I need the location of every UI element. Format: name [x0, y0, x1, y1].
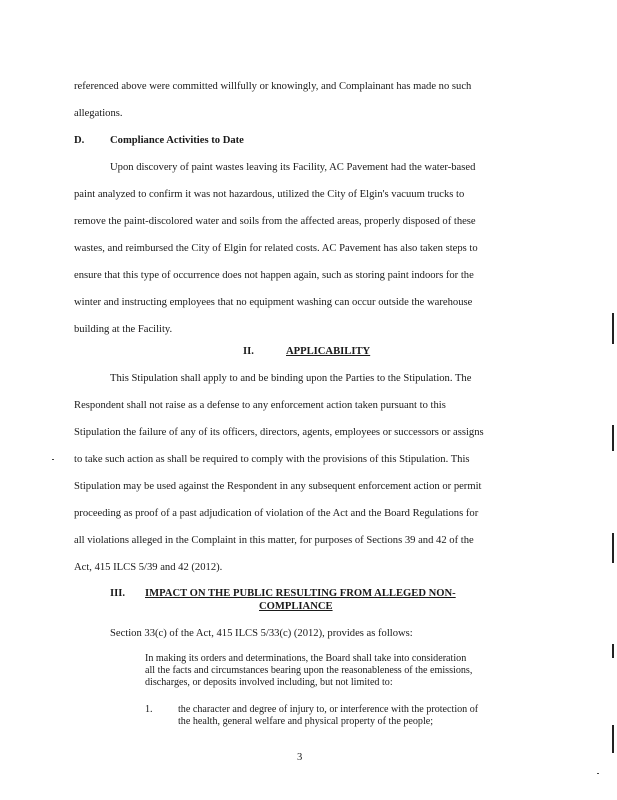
section-d-line-4: wastes, and reimbursed the City of Elgin for related costs. AC Pavement has also taken steps to	[74, 243, 478, 254]
section-ii-line-6: proceeding as proof of a past adjudication of violation of the Act and the Board Regulations for	[74, 508, 479, 519]
section-ii-line-8: Act, 415 ILCS 5/39 and 42 (2012).	[74, 562, 223, 573]
section-iii-title-line-2: COMPLIANCE	[259, 601, 333, 612]
section-ii-title: APPLICABILITY	[286, 346, 371, 357]
scan-artifact-dot	[52, 459, 54, 460]
scan-artifact-dot	[597, 773, 599, 774]
section-d-line-2: paint analyzed to confirm it was not hazardous, utilized the City of Elgin's vacuum trucks to	[74, 189, 465, 200]
section-d-letter: D.	[74, 135, 85, 146]
section-ii-line-7: all violations alleged in the Complaint in this matter, for purposes of Sections 39 and 42 of the	[74, 535, 474, 546]
section-ii-numeral: II.	[243, 346, 254, 357]
item-line-1: the character and degree of injury to, or interference with the protection of	[178, 704, 479, 715]
section-ii-line-4: to take such action as shall be required to comply with the provisions of this Stipulation. This	[74, 454, 470, 465]
section-ii-line-3: Stipulation the failure of any of its officers, directors, agents, employees or successors or assigns	[74, 427, 484, 438]
section-d-title: Compliance Activities to Date	[110, 135, 244, 146]
scan-artifact-mark	[612, 533, 614, 563]
section-ii-line-2: Respondent shall not raise as a defense to any enforcement action taken pursuant to this	[74, 400, 446, 411]
section-d-line-7: building at the Facility.	[74, 324, 173, 335]
scan-artifact-mark	[612, 725, 614, 753]
section-d-line-3: remove the paint-discolored water and soils from the affected areas, properly disposed of these	[74, 216, 476, 227]
section-ii-line-5: Stipulation may be used against the Respondent in any subsequent enforcement action or permit	[74, 481, 482, 492]
scan-artifact-mark	[612, 313, 614, 344]
section-c-tail-line-2: allegations.	[74, 108, 123, 119]
section-iii-numeral: III.	[110, 588, 126, 599]
section-c-tail-line-1: referenced above were committed willfully or knowingly, and Complainant has made no such	[74, 81, 472, 92]
scan-artifact-mark	[612, 425, 614, 451]
item-number: 1.	[145, 704, 153, 715]
section-iii-intro: Section 33(c) of the Act, 415 ILCS 5/33(c) (2012), provides as follows:	[110, 628, 413, 639]
quote-line-2: all the facts and circumstances bearing upon the reasonableness of the emissions,	[145, 665, 473, 676]
section-iii-title-line-1: IMPACT ON THE PUBLIC RESULTING FROM ALLEGED NON-	[145, 588, 456, 599]
scan-artifact-mark	[612, 644, 614, 658]
quote-line-1: In making its orders and determinations, the Board shall take into consideration	[145, 653, 467, 664]
section-d-line-5: ensure that this type of occurrence does not happen again, such as storing paint indoors for the	[74, 270, 474, 281]
item-line-2: the health, general welfare and physical property of the people;	[178, 716, 434, 727]
quote-line-3: discharges, or deposits involved including, but not limited to:	[145, 677, 393, 688]
section-d-line-1: Upon discovery of paint wastes leaving its Facility, AC Pavement had the water-based	[110, 162, 476, 173]
section-ii-line-1: This Stipulation shall apply to and be binding upon the Parties to the Stipulation. The	[110, 373, 472, 384]
section-d-line-6: winter and instructing employees that no equipment washing can occur outside the warehouse	[74, 297, 473, 308]
page-number: 3	[297, 752, 303, 763]
